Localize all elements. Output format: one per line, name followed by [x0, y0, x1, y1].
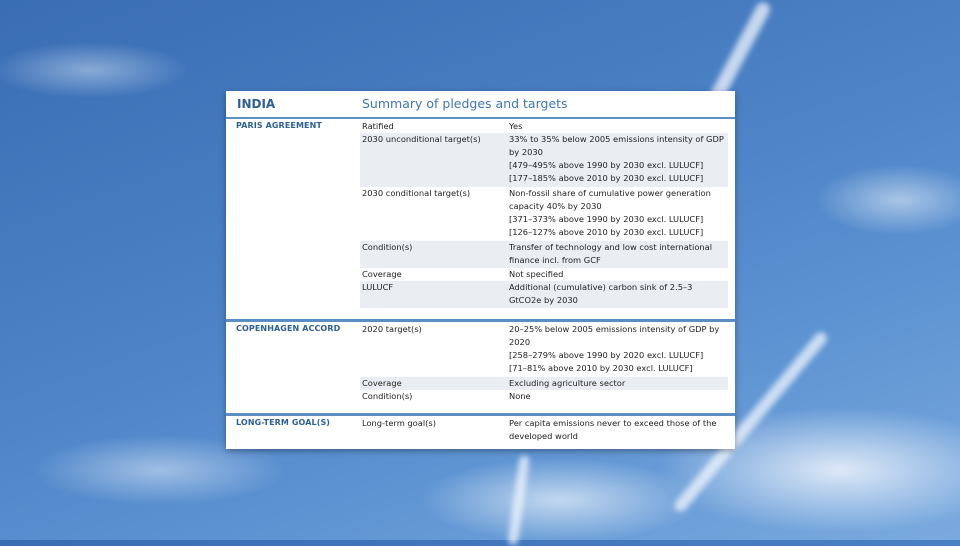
row-label: 2030 conditional target(s): [362, 188, 471, 198]
value-line: [479–495% above 1990 by 2030 excl. LULUCF]: [509, 160, 704, 170]
value-line: Excluding agriculture sector: [509, 378, 626, 388]
pledges-summary-card: [226, 91, 735, 449]
value-line: [371–373% above 1990 by 2030 excl. LULUCF]: [509, 214, 704, 224]
value-line: 20–25% below 2005 emissions intensity of GDP by 2020: [509, 324, 720, 347]
section-label: COPENHAGEN ACCORD: [236, 324, 341, 333]
table-row: [360, 133, 728, 187]
row-label: 2030 unconditional target(s): [362, 134, 481, 144]
value-line: Not specified: [509, 269, 564, 279]
table-row: [360, 187, 728, 241]
row-value: [509, 323, 727, 375]
section-label: LONG-TERM GOAL(S): [236, 418, 331, 427]
value-line: 33% to 35% below 2005 emissions intensity of GDP by 2030: [509, 134, 724, 157]
summary-title: Summary of pledges and targets: [362, 96, 568, 111]
row-label: Condition(s): [362, 242, 413, 252]
row-label: Long-term goal(s): [362, 418, 436, 428]
sky-contrail-3: [507, 455, 529, 546]
value-line: [258–279% above 1990 by 2020 excl. LULUCF]: [509, 350, 704, 360]
value-line: Additional (cumulative) carbon sink of 2.5–3 GtCO2e by 2030: [509, 282, 693, 305]
row-label: Ratified: [362, 121, 394, 131]
table-row: [360, 241, 728, 268]
section-long-term-goals: [226, 413, 735, 450]
row-value: [509, 417, 727, 443]
table-row: [360, 377, 728, 390]
row-value: [509, 377, 727, 390]
document-header: [226, 91, 735, 119]
value-line: Per capita emissions never to exceed those of the developed world: [509, 418, 717, 441]
row-value: [509, 390, 727, 403]
table-row: [360, 323, 728, 377]
row-value: [509, 241, 727, 267]
value-line: Yes: [509, 121, 523, 131]
row-value: [509, 187, 727, 239]
section-label: PARIS AGREEMENT: [236, 121, 322, 130]
row-value: [509, 133, 727, 185]
table-row: [360, 281, 728, 308]
row-label: Condition(s): [362, 391, 413, 401]
row-label: Coverage: [362, 378, 402, 388]
row-value: [509, 120, 727, 133]
value-line: [177–185% above 2010 by 2030 excl. LULUCF]: [509, 173, 704, 183]
table-row: [360, 120, 728, 133]
table-row: [360, 390, 728, 403]
value-line: Transfer of technology and low cost international finance incl. from GCF: [509, 242, 713, 265]
value-line: [126–127% above 2010 by 2030 excl. LULUCF]: [509, 227, 704, 237]
table-row: [360, 268, 728, 281]
row-value: [509, 281, 727, 307]
row-label: Coverage: [362, 269, 402, 279]
row-label: LULUCF: [362, 282, 394, 292]
value-line: [71–81% above 2010 by 2030 excl. LULUCF]: [509, 363, 693, 373]
section-paris-agreement: [226, 119, 735, 312]
value-line: None: [509, 391, 531, 401]
value-line: Non-fossil share of cumulative power generation capacity 40% by 2030: [509, 188, 711, 211]
country-title: INDIA: [237, 97, 276, 111]
section-copenhagen-accord: [226, 319, 735, 408]
row-label: 2020 target(s): [362, 324, 422, 334]
table-row: [360, 417, 728, 444]
row-value: [509, 268, 727, 281]
